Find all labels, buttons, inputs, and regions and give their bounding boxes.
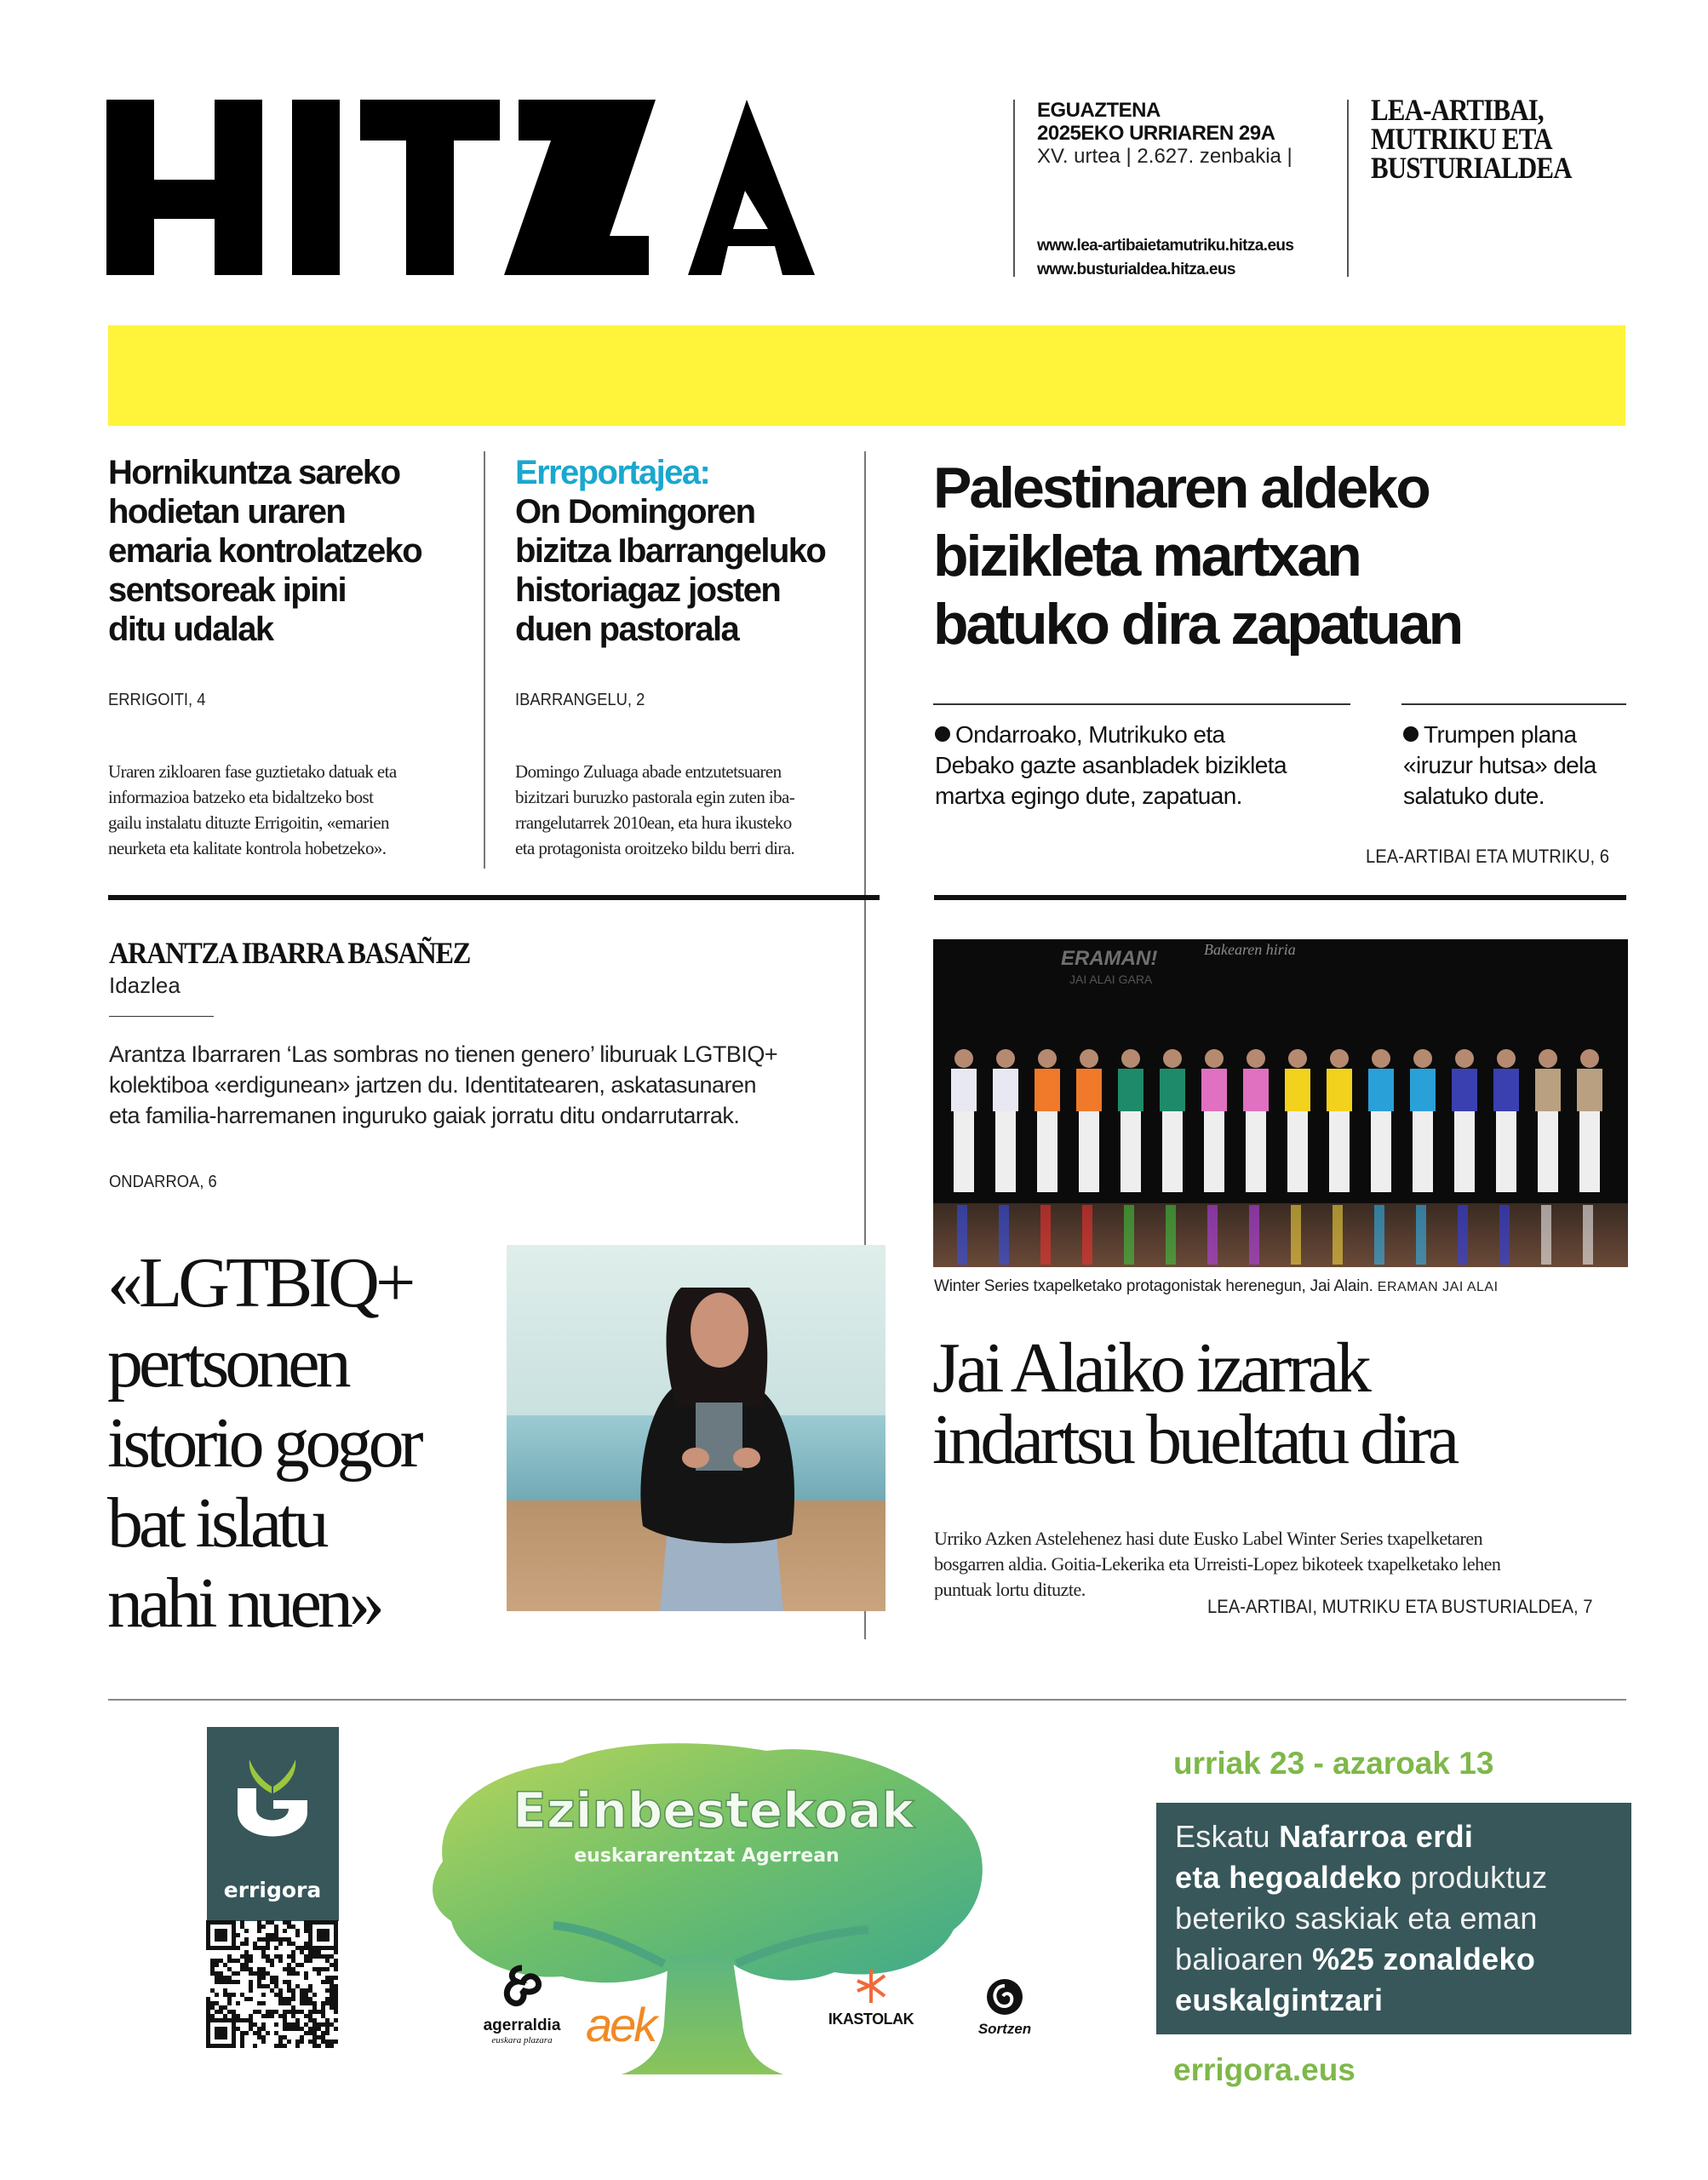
- day: EGUAZTENA: [1037, 99, 1161, 122]
- bullet-icon: [1403, 726, 1419, 742]
- interview-intro: Arantza Ibarraren ‘Las sombras no tienen genero’ liburuak LGTBIQ+ kolektiboa «erdigunean» jartzen du. Identitatearen, askatasunaren eta familia-harremanen inguruko gaiak jorratu ditu ondarrutarrak.: [109, 1041, 778, 1128]
- website-link[interactable]: www.lea-artibaietamutriku.hitza.eus: [1037, 237, 1294, 255]
- campaign-message: Eskatu Nafarroa erdi eta hegoaldeko produktuz beteriko saskiak eta eman balioaren %25 zonaldeko euskalgintzari: [1156, 1803, 1631, 2034]
- ikastolak-logo-icon: [854, 1967, 888, 2006]
- interviewee-role: Idazlea: [109, 972, 181, 998]
- rule: [109, 1016, 214, 1017]
- masthead-divider: [1013, 100, 1015, 277]
- qr-code[interactable]: [206, 1920, 338, 2048]
- kicker: Erreportajea:: [515, 454, 710, 491]
- lead-headline[interactable]: Palestinaren aldeko bizikleta martxan batuko dira zapatuan: [933, 456, 1462, 657]
- ad-title: Ezinbestekoak: [513, 1781, 914, 1839]
- edition-region: [1371, 93, 1572, 185]
- agerraldia-logo-icon: [498, 1963, 546, 2014]
- article-location: LEA-ARTIBAI ETA MUTRIKU, 6: [1366, 846, 1610, 867]
- article-lead: Uraren zikloaren fase guztietako datuak eta informazioa batzeko eta bidaltzeko bost gailu instalatu dituzte Errigoitin, «emarien neurketa eta kalitate kontrola hobetzeko».: [108, 761, 397, 858]
- region-line: BUSTURIALDEA: [1371, 151, 1572, 185]
- errigora-logo[interactable]: [207, 1727, 339, 1921]
- photo-signage: Bakearen hiria: [1204, 941, 1296, 958]
- campaign-website-link[interactable]: errigora.eus: [1173, 2052, 1356, 2087]
- article-lead: Urriko Azken Astelehenez hasi dute Eusko Label Winter Series txapelketaren bosgarren aldia. Goitia-Lekerika eta Urreisti-Lopez bikoteek txapelketako lehen puntuak lortu dituzte.: [934, 1528, 1501, 1600]
- date: 2025EKO URRIAREN 29A: [1037, 122, 1275, 145]
- subheadline-bullet: Ondarroako, Mutrikuko eta Debako gazte asanbladek bizikleta martxa egingo dute, zapatuan.: [935, 721, 1287, 809]
- masthead-divider: [1347, 100, 1349, 277]
- sponsor-ikastolak[interactable]: IKASTOLAK: [824, 1967, 918, 2028]
- section-rule: [934, 895, 1626, 900]
- article-location: IBARRANGELU, 2: [515, 691, 645, 709]
- rule: [1401, 703, 1626, 705]
- ad-subtitle: euskararentzat Agerrean: [574, 1845, 840, 1867]
- region-line: LEA-ARTIBAI,: [1371, 93, 1544, 127]
- article-pastorala[interactable]: [515, 453, 873, 649]
- author-photo: [507, 1245, 886, 1611]
- sponsor-aek[interactable]: aek: [586, 1998, 656, 2051]
- headline[interactable]: On Domingoren bizitza Ibarrangeluko historiagaz josten duen pastorala: [515, 493, 826, 648]
- sortzen-spiral-icon: [984, 1977, 1025, 2016]
- website-links: [1037, 234, 1293, 282]
- ad-separator: [108, 1699, 1626, 1701]
- photo-signage: ERAMAN!: [1061, 947, 1158, 970]
- jai-alai-photo: [933, 939, 1628, 1267]
- headline[interactable]: Hornikuntza sareko hodietan uraren emaria kontrolatzeko sentsoreak ipini ditu udalak: [108, 454, 422, 648]
- photo-signage: JAI ALAI GARA: [1069, 972, 1153, 986]
- hitza-logo: [106, 100, 839, 278]
- photo-credit: ERAMAN JAI ALAI: [1377, 1280, 1499, 1294]
- campaign-dates: urriak 23 - azaroak 13: [1173, 1746, 1494, 1781]
- column-divider: [484, 451, 485, 869]
- jai-alai-headline[interactable]: Jai Alaiko izarrak indartsu bueltatu dira: [932, 1328, 1456, 1479]
- interviewee-name: ARANTZA IBARRA BASAÑEZ: [109, 936, 470, 970]
- photo-caption: Winter Series txapelketako protagonistak herenegun, Jai Alain. ERAMAN JAI ALAI: [934, 1277, 1499, 1295]
- sponsor-sortzen[interactable]: Sortzen: [971, 1977, 1039, 2038]
- yellow-banner: [108, 325, 1625, 426]
- brand-name: errigora: [223, 1878, 322, 1902]
- article-location: LEA-ARTIBAI, MUTRIKU ETA BUSTURIALDEA, 7: [1207, 1596, 1593, 1617]
- region-line: MUTRIKU ETA: [1371, 122, 1552, 156]
- interview-quote[interactable]: «LGTBIQ+ pertsonen istorio gogor bat islatu nahi nuen»: [107, 1243, 420, 1643]
- section-rule: [108, 895, 880, 900]
- sponsor-agerraldia[interactable]: agerraldia euskara plazara: [479, 1963, 565, 2045]
- subheadline-bullet: Trumpen plana «iruzur hutsa» dela salatuko dute.: [1403, 721, 1596, 809]
- website-link[interactable]: www.busturialdea.hitza.eus: [1037, 261, 1235, 278]
- rule: [933, 703, 1350, 705]
- article-lead: Domingo Zuluaga abade entzutetsuaren bizitzari buruzko pastorala egin zuten iba- rrangelutarrek 2010ean, eta hura ikusteko eta protagonista oroitzeko bildu berri dira.: [515, 761, 795, 858]
- article-location: ONDARROA, 6: [109, 1173, 217, 1191]
- article-location: ERRIGOITI, 4: [108, 691, 206, 709]
- issue-number: XV. urtea | 2.627. zenbakia |: [1037, 145, 1292, 168]
- bullet-icon: [935, 726, 950, 742]
- article-hornikuntza[interactable]: [108, 453, 474, 649]
- dateline: [1037, 99, 1292, 168]
